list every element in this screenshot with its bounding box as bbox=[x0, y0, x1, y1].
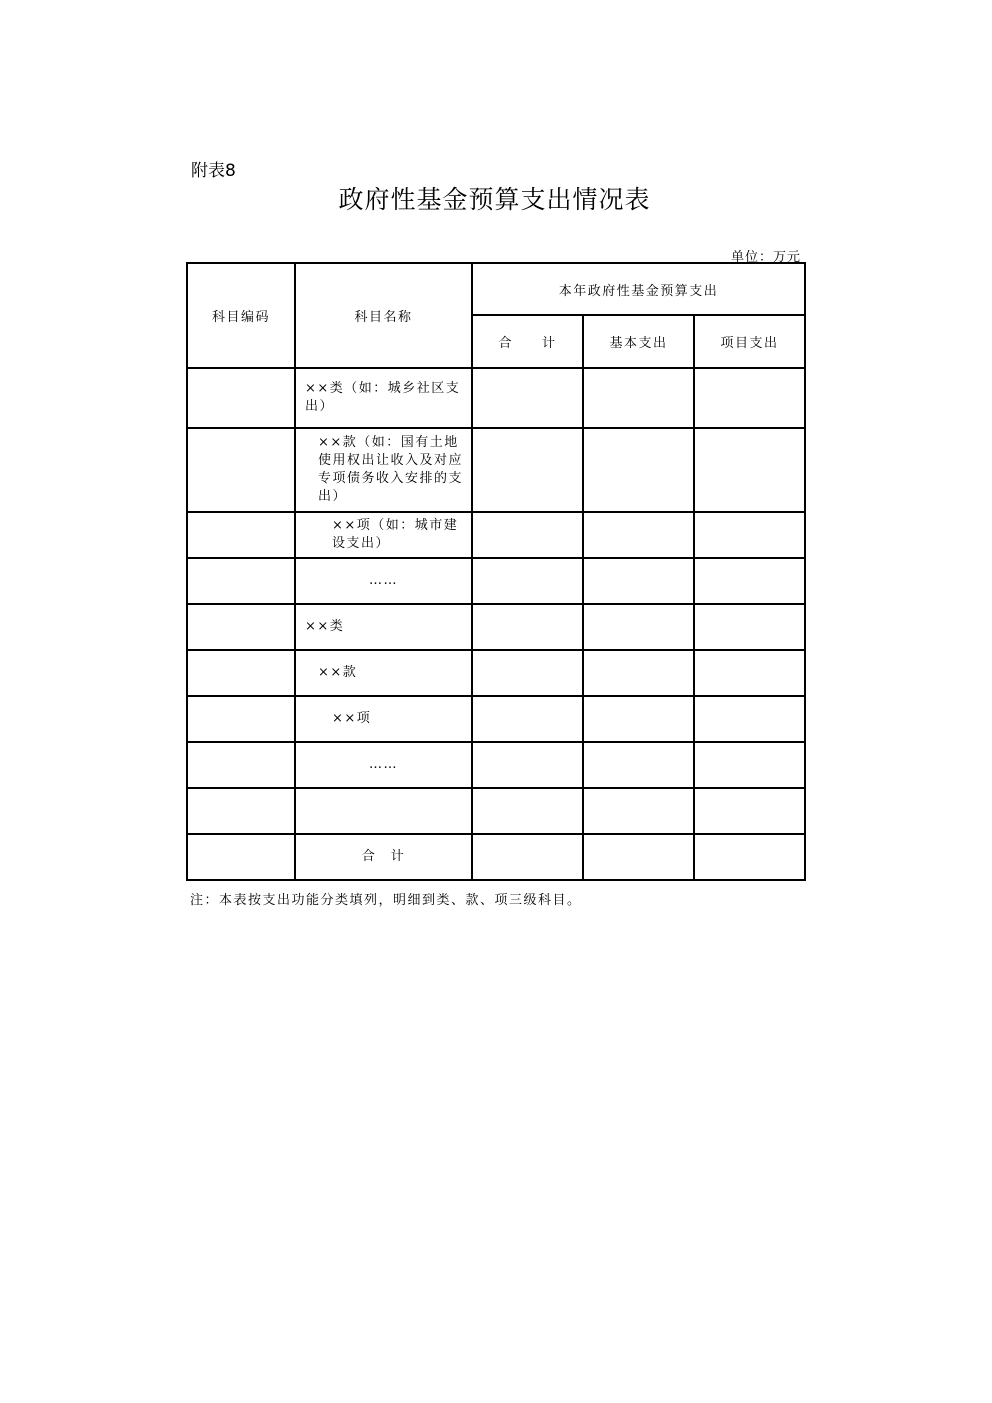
cell-code bbox=[187, 558, 295, 604]
cell-project bbox=[694, 696, 805, 742]
cell-basic bbox=[583, 428, 694, 512]
cell-name: ××类（如：城乡社区支出） bbox=[295, 368, 472, 428]
cell-project bbox=[694, 512, 805, 558]
cell-name: …… bbox=[295, 558, 472, 604]
header-total: 合 计 bbox=[472, 315, 583, 368]
cell-total bbox=[472, 428, 583, 512]
cell-code bbox=[187, 512, 295, 558]
cell-code bbox=[187, 604, 295, 650]
table-row bbox=[187, 428, 805, 512]
cell-code bbox=[187, 788, 295, 834]
cell-basic bbox=[583, 742, 694, 788]
cell-total bbox=[472, 788, 583, 834]
cell-project bbox=[694, 788, 805, 834]
cell-code bbox=[187, 368, 295, 428]
header-subject-name: 科目名称 bbox=[295, 263, 472, 368]
table-row bbox=[187, 742, 805, 788]
attachment-label: 附表8 bbox=[191, 161, 236, 181]
header-basic-expenditure: 基本支出 bbox=[583, 315, 694, 368]
cell-basic bbox=[583, 512, 694, 558]
cell-code bbox=[187, 742, 295, 788]
header-current-year-expenditure: 本年政府性基金预算支出 bbox=[472, 263, 805, 315]
cell-name-total: 合 计 bbox=[295, 834, 472, 880]
cell-code bbox=[187, 428, 295, 512]
cell-project bbox=[694, 834, 805, 880]
cell-code bbox=[187, 650, 295, 696]
footnote: 注：本表按支出功能分类填列，明细到类、款、项三级科目。 bbox=[190, 893, 582, 908]
cell-total bbox=[472, 696, 583, 742]
cell-project bbox=[694, 604, 805, 650]
cell-name bbox=[295, 788, 472, 834]
cell-total bbox=[472, 558, 583, 604]
cell-basic bbox=[583, 788, 694, 834]
table-row bbox=[187, 788, 805, 834]
cell-basic bbox=[583, 650, 694, 696]
cell-project bbox=[694, 428, 805, 512]
table-row bbox=[187, 512, 805, 558]
table-total-row bbox=[187, 834, 805, 880]
cell-basic bbox=[583, 558, 694, 604]
page-title: 政府性基金预算支出情况表 bbox=[338, 185, 651, 214]
cell-project bbox=[694, 650, 805, 696]
header-subject-code: 科目编码 bbox=[187, 263, 295, 368]
table-row bbox=[187, 558, 805, 604]
cell-name: …… bbox=[295, 742, 472, 788]
table-row bbox=[187, 604, 805, 650]
cell-basic bbox=[583, 834, 694, 880]
cell-name: ××类 bbox=[295, 604, 472, 650]
cell-name: ××项（如：城市建设支出） bbox=[295, 512, 472, 558]
cell-total bbox=[472, 512, 583, 558]
table-header-row bbox=[187, 263, 805, 315]
cell-basic bbox=[583, 368, 694, 428]
cell-basic bbox=[583, 604, 694, 650]
cell-code bbox=[187, 696, 295, 742]
cell-code bbox=[187, 834, 295, 880]
cell-total bbox=[472, 604, 583, 650]
header-project-expenditure: 项目支出 bbox=[694, 315, 805, 368]
budget-expenditure-table bbox=[186, 262, 806, 881]
cell-name: ××款 bbox=[295, 650, 472, 696]
cell-project bbox=[694, 368, 805, 428]
cell-total bbox=[472, 368, 583, 428]
cell-name: ××款（如：国有土地使用权出让收入及对应专项债务收入安排的支出） bbox=[295, 428, 472, 512]
cell-basic bbox=[583, 696, 694, 742]
cell-name: ××项 bbox=[295, 696, 472, 742]
table-row bbox=[187, 696, 805, 742]
table-row bbox=[187, 368, 805, 428]
unit-label: 单位：万元 bbox=[730, 250, 801, 265]
cell-total bbox=[472, 834, 583, 880]
table-row bbox=[187, 650, 805, 696]
cell-total bbox=[472, 742, 583, 788]
cell-total bbox=[472, 650, 583, 696]
cell-project bbox=[694, 742, 805, 788]
cell-project bbox=[694, 558, 805, 604]
